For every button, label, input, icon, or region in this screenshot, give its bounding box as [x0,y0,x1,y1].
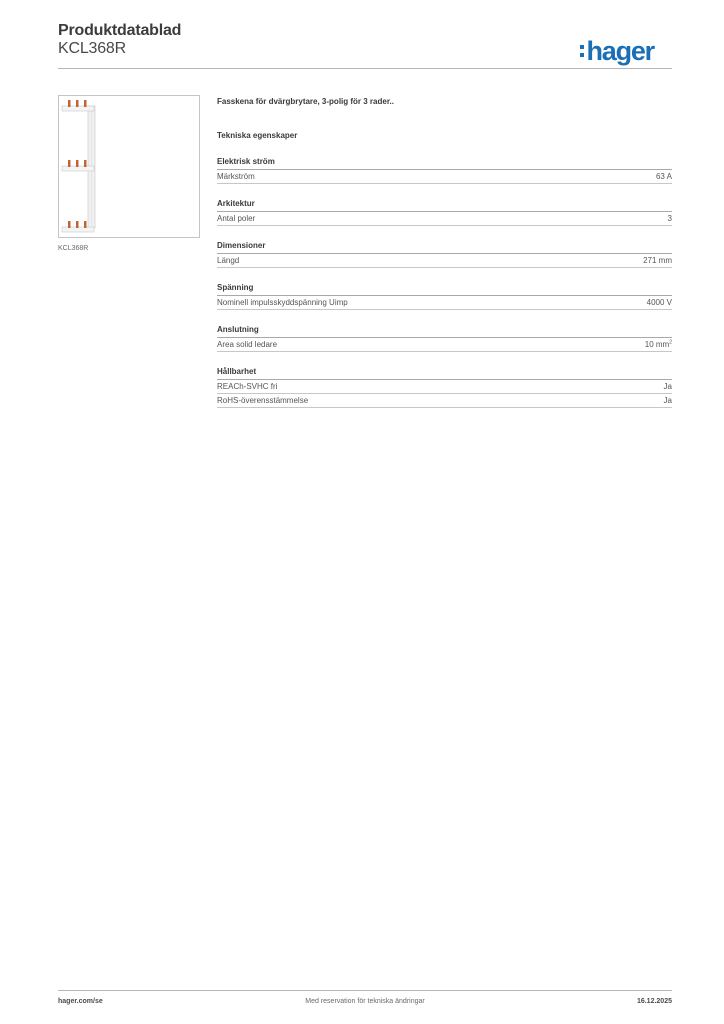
spec-row [217,394,672,408]
spec-row [217,338,672,352]
logo-dots-icon [580,40,584,62]
spec-group-title: Anslutning [217,324,672,338]
footer-date: 16.12.2025 [636,998,672,1005]
spec-group-architecture [217,198,672,226]
spec-group-title: Arkitektur [217,198,672,212]
spec-value: 271 mm [643,256,672,265]
spec-value: 4000 V [646,298,672,307]
busbar-illustration-icon [59,96,199,237]
spec-group-voltage [217,282,672,310]
spec-row [217,170,672,184]
product-image [58,95,200,238]
logo-text: hager [586,36,654,66]
spec-label: REACh-SVHC fri [217,382,278,391]
spec-group-title: Elektrisk ström [217,156,672,170]
spec-row [217,212,672,226]
hager-logo [580,36,654,66]
unit-superscript: 2 [669,339,672,346]
spec-label: RoHS-överensstämmelse [217,396,309,405]
spec-row [217,296,672,310]
spec-group-title: Spänning [217,282,672,296]
footer-divider [58,990,672,991]
spec-label: Antal poler [217,214,256,223]
spec-label: Märkström [217,172,255,181]
spec-label: Längd [217,256,240,265]
spec-value [645,339,672,351]
spec-value: 63 A [655,172,672,181]
spec-group-dimensions [217,240,672,268]
spec-group-sustainability [217,366,672,408]
spec-row [217,380,672,394]
spec-value: Ja [663,382,672,391]
spec-group-title: Hållbarhet [217,366,672,380]
product-description: Fasskena för dvärgbrytare, 3-polig för 3 rader.. [217,97,394,106]
specifications [217,96,672,408]
header-divider [58,68,672,69]
spec-value: 3 [667,214,672,223]
spec-value-text: 10 mm [644,340,670,349]
footer-website-link[interactable]: hager.com/se [58,998,103,1005]
spec-label: Area solid ledare [217,340,278,349]
spec-label: Nominell impulsskyddspänning Uimp [217,298,348,307]
footer-disclaimer: Med reservation för tekniska ändringar [305,998,425,1005]
image-caption: KCL368R [58,245,89,252]
spec-group-title: Dimensioner [217,240,672,254]
product-code: KCL368R [58,40,126,57]
spec-value: Ja [663,396,672,405]
spec-group-connection [217,324,672,352]
document-title: Produktdatablad [58,22,182,39]
spec-row [217,254,672,268]
spec-group-electrical [217,156,672,184]
page-header [58,22,672,68]
section-title: Tekniska egenskaper [217,131,298,140]
